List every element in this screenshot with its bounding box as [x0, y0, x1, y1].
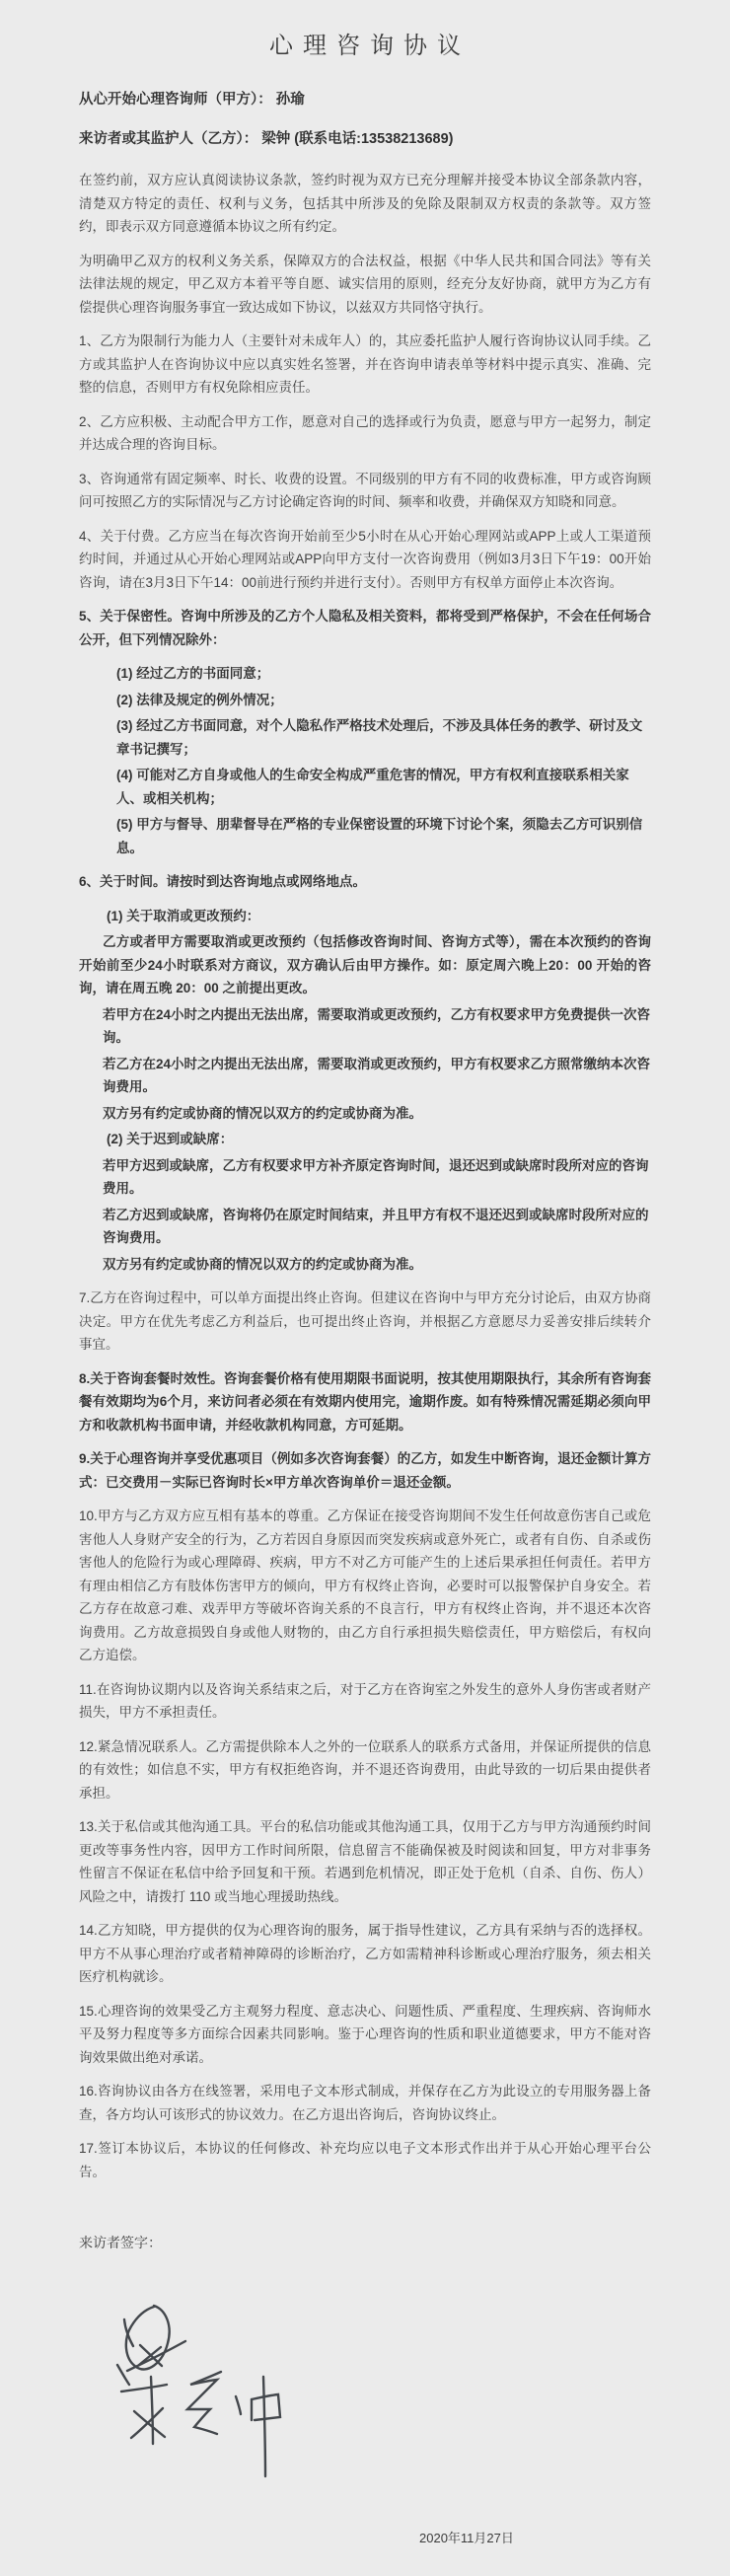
agreement-paragraph: 乙方或者甲方需要取消或更改预约（包括修改咨询时间、咨询方式等），需在本次预约的咨询开始前至少24小时联系对方商议，双方确认后由甲方操作。如：原定周六晚上20：00 开始的咨询，请在周五晚 20：00 之前提出更改。: [79, 934, 651, 995]
signature-strokes-icon: [110, 2274, 308, 2486]
document-title: 心理咨询协议: [269, 33, 471, 59]
party-a-line: 从心开始心理咨询师（甲方）： 孙瑜: [79, 92, 305, 108]
agreement-paragraph: 为明确甲乙双方的权利义务关系，保障双方的合法权益，根据《中华人民共和国合同法》等有关法律法规的规定，甲乙双方本着平等自愿、诚实信用的原则，经充分友好协商，就甲方为乙方有偿提供心理咨询服务事宜一致达成如下协议，以兹双方共同恪守执行。: [79, 253, 651, 315]
agreement-paragraph: 3、咨询通常有固定频率、时长、收费的设置。不同级别的甲方有不同的收费标准，甲方或咨询顾问可按照乙方的实际情况与乙方讨论确定咨询的时间、频率和收费，并确保双方知晓和同意。: [79, 471, 651, 509]
agreement-paragraph: (1) 关于取消或更改预约：: [107, 908, 260, 923]
agreement-paragraph: 13.关于私信或其他沟通工具。平台的私信功能或其他沟通工具，仅用于乙方与甲方沟通预约时间更改等事务性内容，因甲方工作时间所限，信息留言不能确保被及时阅读和回复，甲方对非事务性留言不保证在私信中给予回复和干预。若遇到危机情况，即正处于危机（自杀、自伤、伤人）风险之中，请拨打 110 或当地心理援助热线。: [79, 1819, 651, 1904]
agreement-paragraph: 若甲方在24小时之内提出无法出席，需要取消或更改预约，乙方有权要求甲方免费提供一次咨询。: [103, 1006, 651, 1045]
agreement-paragraph: 5、关于保密性。咨询中所涉及的乙方个人隐私及相关资料，都将受到严格保护，不会在任何场合公开，但下列情况除外：: [79, 609, 651, 647]
agreement-paragraph: 15.心理咨询的效果受乙方主观努力程度、意志决心、问题性质、严重程度、生理疾病、咨询师水平及努力程度等多方面综合因素共同影响。鉴于心理咨询的性质和职业道德要求，甲方不能对咨询效果做出绝对承诺。: [79, 2003, 651, 2065]
agreement-body: [79, 169, 651, 2183]
agreement-paragraph: 若乙方在24小时之内提出无法出席，需要取消或更改预约，甲方有权要求乙方照常缴纳本次咨询费用。: [103, 1056, 651, 1094]
agreement-paragraph: 7.乙方在咨询过程中，可以单方面提出终止咨询。但建议在咨询中与甲方充分讨论后，由双方协商决定。甲方在优先考虑乙方利益后，也可提出终止咨询，并根据乙方意愿尽力妥善安排后续转介事宜。: [79, 1290, 651, 1352]
agreement-paragraph: 11.在咨询协议期内以及咨询关系结束之后，对于乙方在咨询室之外发生的意外人身伤害或者财产损失，甲方不承担责任。: [79, 1681, 651, 1720]
agreement-paragraph: 9.关于心理咨询并享受优惠项目（例如多次咨询套餐）的乙方，如发生中断咨询，退还金额计算方式：已交费用－实际已咨询时长×甲方单次咨询单价＝退还金额。: [79, 1451, 651, 1490]
handwritten-signature: [110, 2274, 308, 2486]
agreement-paragraph: 16.咨询协议由各方在线签署，采用电子文本形式制成，并保存在乙方为此设立的专用服务器上备查，各方均认可该形式的协议效力。在乙方退出咨询后，咨询协议终止。: [79, 2084, 651, 2122]
agreement-paragraph: 17.签订本协议后，本协议的任何修改、补充均应以电子文本形式作出并于从心开始心理平台公告。: [79, 2141, 651, 2179]
agreement-paragraph: (2) 关于迟到或缺席：: [107, 1132, 234, 1146]
agreement-paragraph: 若乙方迟到或缺席，咨询将仍在原定时间结束，并且甲方有权不退还迟到或缺席时段所对应的咨询费用。: [103, 1207, 649, 1245]
agreement-paragraph: 14.乙方知晓，甲方提供的仅为心理咨询的服务，属于指导性建议，乙方具有采纳与否的选择权。甲方不从事心理治疗或者精神障碍的诊断治疗，乙方如需精神科诊断或心理治疗服务，须去相关医疗机构就诊。: [79, 1923, 651, 1984]
visitor-signature-label: 来访者签字：: [79, 2235, 162, 2250]
agreement-paragraph: 若甲方迟到或缺席，乙方有权要求甲方补齐原定咨询时间，退还迟到或缺席时段所对应的咨询费用。: [103, 1157, 649, 1196]
agreement-paragraph: 在签约前，双方应认真阅读协议条款，签约时视为双方已充分理解并接受本协议全部条款内容，清楚双方特定的责任、权利与义务，包括其中所涉及的免除及限制双方权责的条款等。双方签约，即表示双方同意遵循本协议之所有约定。: [79, 173, 651, 234]
agreement-paragraph: 双方另有约定或协商的情况以双方的约定或协商为准。: [103, 1256, 422, 1272]
agreement-paragraph: (1) 经过乙方的书面同意；: [116, 666, 270, 681]
agreement-paragraph: 双方另有约定或协商的情况以双方的约定或协商为准。: [103, 1105, 422, 1121]
party-b-line: 来访者或其监护人（乙方）： 梁钟 (联系电话:13538213689): [79, 131, 454, 147]
agreement-paragraph: 12.紧急情况联系人。乙方需提供除本人之外的一位联系人的联系方式备用，并保证所提供的信息的有效性；如信息不实，甲方有权拒绝咨询，并不退还咨询费用，由此导致的一切后果由提供者承担。: [79, 1738, 651, 1801]
agreement-paragraph: 2、乙方应积极、主动配合甲方工作，愿意对自己的选择或行为负责，愿意与甲方一起努力，制定并达成合理的咨询目标。: [79, 413, 651, 452]
signature-date: 2020年11月27日: [419, 2531, 514, 2545]
agreement-paragraph: (2) 法律及规定的例外情况；: [116, 692, 283, 707]
agreement-paragraph: 6、关于时间。请按时到达咨询地点或网络地点。: [79, 874, 367, 889]
agreement-paragraph: 10.甲方与乙方双方应互相有基本的尊重。乙方保证在接受咨询期间不发生任何故意伤害自己或危害他人人身财产安全的行为，乙方若因自身原因而突发疾病或意外死亡，或者有自伤、自杀或伤害他人的危险行为或心理障碍、疾病，甲方不对乙方可能产生的上述后果承担任何责任。若甲方有理由相信乙方有肢体伤害甲方的倾向，甲方有权终止咨询，必要时可以报警保护自身安全。若乙方存在故意刁难、戏弄甲方等破坏咨询关系的不良言行，甲方有权终止咨询，并不退还本次咨询费用。乙方故意损毁自身或他人财物的，由乙方自行承担损失赔偿责任，甲方赔偿后，有权向乙方追偿。: [79, 1509, 651, 1662]
agreement-paragraph: 8.关于咨询套餐时效性。咨询套餐价格有使用期限书面说明，按其使用期限执行，其余所有咨询套餐有效期均为6个月，来访问者必须在有效期内使用完，逾期作废。如有特殊情况需延期必须向甲方和收款机构书面申请，并经收款机构同意，方可延期。: [79, 1370, 651, 1433]
agreement-paragraph: (4) 可能对乙方自身或他人的生命安全构成严重危害的情况，甲方有权利直接联系相关家人、或相关机构；: [116, 768, 629, 806]
agreement-paragraph: 1、乙方为限制行为能力人（主要针对未成年人）的，其应委托监护人履行咨询协议认同手续。乙方或其监护人在咨询协议中应以真实姓名签署，并在咨询申请表单等材料中提示真实、准确、完整的信息，否则甲方有权免除相应责任。: [79, 333, 651, 395]
agreement-paragraph: (3) 经过乙方书面同意，对个人隐私作严格技术处理后，不涉及具体任务的教学、研讨及文章书记撰写；: [116, 718, 643, 757]
agreement-paragraph: (5) 甲方与督导、朋辈督导在严格的专业保密设置的环境下讨论个案，须隐去乙方可识别信息。: [116, 817, 643, 855]
agreement-paragraph: 4、关于付费。乙方应当在每次咨询开始前至少5小时在从心开始心理网站或APP上或人工渠道预约时间，并通过从心开始心理网站或APP向甲方支付一次咨询费用（例如3月3日下午19：00开始咨询，请在3月3日下午14：00前进行预约并进行支付）。否则甲方有权单方面停止本次咨询。: [79, 528, 651, 590]
